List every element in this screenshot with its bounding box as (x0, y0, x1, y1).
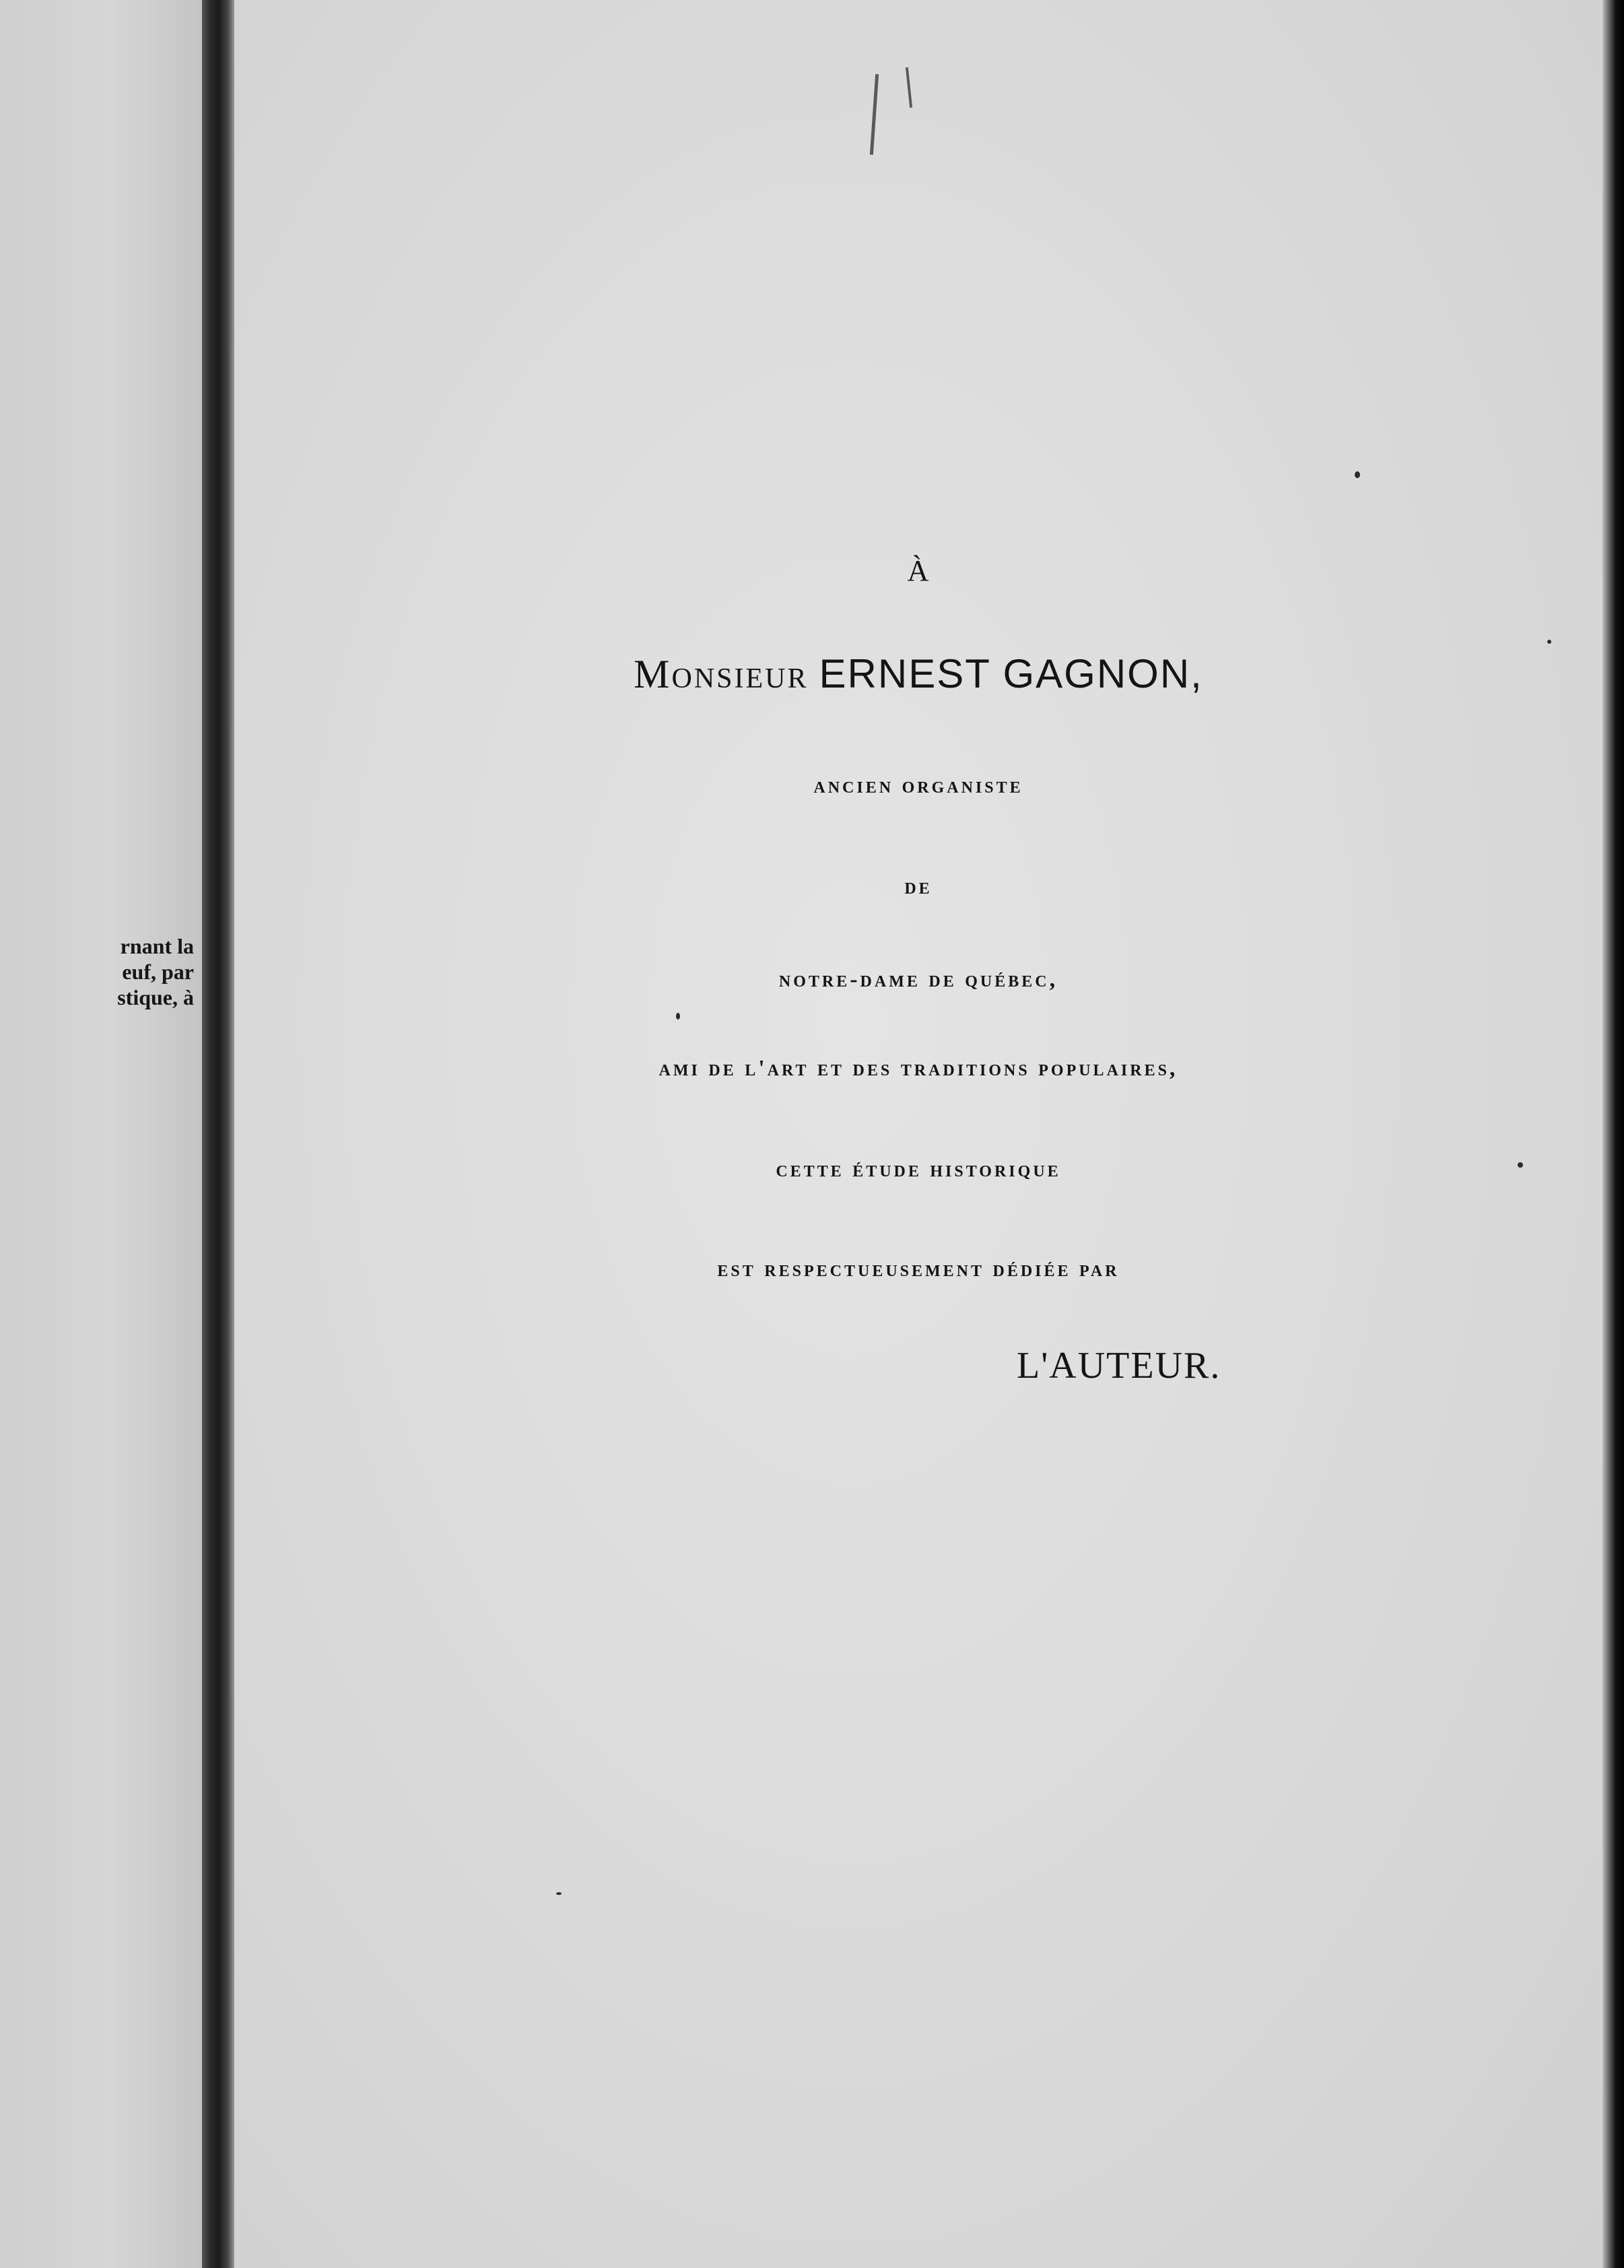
dedication-recipient (234, 651, 1602, 698)
dedication-line-notre-dame: notre-dame de québec, (778, 967, 1058, 992)
book-gutter (202, 0, 234, 2268)
dedication-signature: L'AUTEUR. (1017, 1345, 1221, 1387)
left-page-line: rnant la (120, 934, 194, 958)
dedication-line-cette-etude: cette étude historique (776, 1157, 1061, 1182)
dedication-page (234, 0, 1602, 2268)
dust-speck (556, 1892, 562, 1895)
scratch-mark (870, 74, 879, 155)
dust-speck (1547, 640, 1551, 644)
dedication-honorific: Monsieur (634, 652, 809, 696)
left-facing-page (0, 0, 202, 2268)
page-edge-shadow (1602, 0, 1624, 2268)
dedication-line-ami: ami de l'art et des traditions populaires, (658, 1056, 1178, 1081)
dust-speck (1355, 471, 1360, 478)
dedication-line-est-dediee: est respectueusement dédiée par (717, 1257, 1120, 1281)
dedication-recipient-name: ERNEST GAGNON, (819, 651, 1203, 696)
dedication-a: À (907, 554, 930, 587)
scratch-mark (906, 67, 912, 108)
left-page-line: stique, à (117, 985, 194, 1009)
left-page-line: euf, par (122, 960, 194, 984)
left-page-text-fragment (117, 933, 194, 1010)
dedication-line-de: de (904, 874, 933, 899)
dedication-line-ancien: ancien organiste (813, 773, 1023, 798)
dust-speck (676, 1013, 680, 1020)
